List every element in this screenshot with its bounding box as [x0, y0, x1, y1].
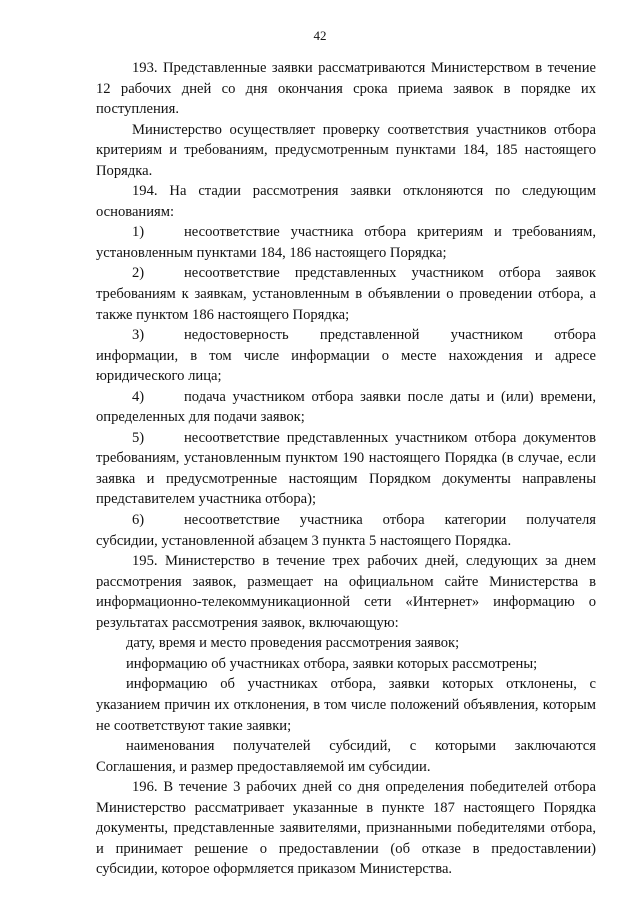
sub-paragraph-s2: информацию об участниках отбора, заявки которых рассмотрены; [126, 655, 538, 672]
paragraph-p196: 196. В течение 3 рабочих дней со дня определения победителей отбора Министерство рассматривает указанные в пункте 187 настоящего Порядка документы, представленные заявителями, признанными победителями отбора, и принимает решение о предоставлении (об отказе в предоставлении) субсидии, которое оформляется приказом Министерства. [96, 779, 596, 878]
list-item-number: 5) [132, 429, 145, 446]
list-item-text: недостоверность представленной участником отбора информации, в том числе информации о месте нахождения и адресе юридического лица; [96, 327, 596, 385]
list-item-number: 2) [132, 265, 145, 282]
list-item-i6 [96, 510, 596, 551]
list-item-i4 [96, 387, 596, 428]
page-number: 42 [313, 28, 327, 43]
list-item-number: 4) [132, 388, 145, 405]
document-body [96, 58, 596, 880]
list-item-text: подача участником отбора заявки после даты и (или) времени, определенных для подачи заявок; [96, 388, 596, 426]
list-item-number: 6) [132, 512, 145, 529]
list-item-number: 1) [132, 224, 145, 241]
list-item-text: несоответствие участника отбора критериям и требованиям, установленным пунктами 184, 186 настоящего Порядка; [96, 224, 596, 261]
list-item-text: несоответствие участника отбора категории получателя субсидии, установленной абзацем 3 пункта 5 настоящего Порядка. [96, 512, 596, 549]
sub-paragraph-s3: информацию об участниках отбора, заявки которых отклонены, с указанием причин их отклонения, в том числе положений объявления, которым не соответствуют такие заявки; [96, 676, 596, 734]
list-item-text: несоответствие представленных участником отбора заявок требованиям к заявкам, установленным в объявлении о проведении отбора, а также пунктом 186 настоящего Порядка; [96, 265, 596, 323]
list-item-i3 [96, 325, 596, 387]
paragraph-p194: 194. На стадии рассмотрения заявки отклоняются по следующим основаниям: [96, 183, 596, 220]
list-item-text: несоответствие представленных участником отбора документов требованиям, установленным пунктом 190 настоящего Порядка (в случае, если заявка и предусмотренные настоящим Порядком документы направлены представителем участника отбора); [96, 429, 596, 508]
list-item-number: 3) [132, 327, 145, 344]
list-item-i1 [96, 222, 596, 263]
paragraph-p193: 193. Представленные заявки рассматриваются Министерством в течение 12 рабочих дней со дня окончания срока приема заявок в порядке их поступления. [96, 60, 596, 118]
list-item-i5 [96, 428, 596, 510]
paragraph-p193b: Министерство осуществляет проверку соответствия участников отбора критериям и требованиям, предусмотренным пунктами 184, 185 настоящего Порядка. [96, 121, 596, 179]
sub-paragraph-s4: наименования получателей субсидий, с которыми заключаются Соглашения, и размер предоставляемой им субсидии. [96, 738, 596, 775]
paragraph-p195: 195. Министерство в течение трех рабочих дней, следующих за днем рассмотрения заявок, размещает на официальном сайте Министерства в информационно-телекоммуникационной сети «Интернет» информацию о результатах рассмотрения заявок, включающую: [96, 553, 596, 631]
list-item-i2 [96, 263, 596, 325]
sub-paragraph-s1: дату, время и место проведения рассмотрения заявок; [126, 635, 460, 652]
